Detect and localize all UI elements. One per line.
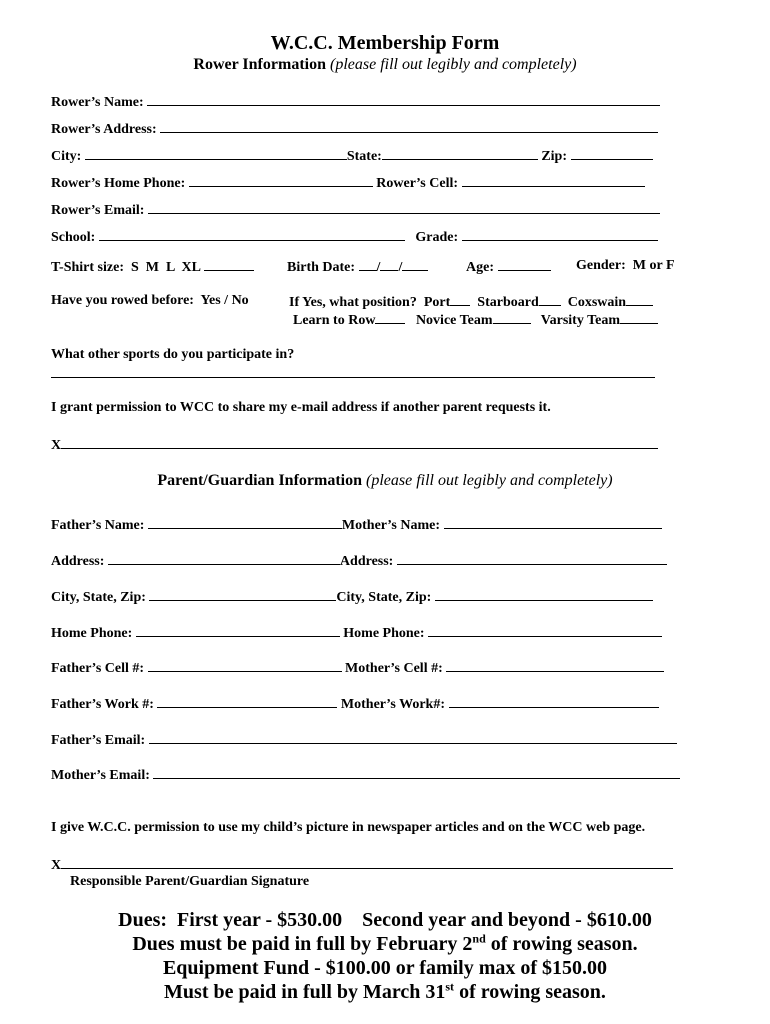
rower-name-row — [51, 93, 660, 111]
tshirt-options[interactable]: S M L XL — [130, 260, 201, 275]
tshirt-field[interactable] — [204, 258, 254, 271]
city-state-zip-row — [51, 147, 653, 165]
mothers-name-field[interactable] — [444, 516, 662, 529]
rower-cell-label: Rower’s Cell: — [376, 176, 459, 191]
equipment-deadline-text: Must be paid in full by March 31 — [164, 981, 446, 1003]
position-starboard: Starboard — [477, 295, 539, 310]
dues-line-1: Dues: First year - $530.00 Second year and beyond - $610.00 — [118, 909, 652, 931]
father-city-label: City, State, Zip: — [51, 590, 146, 605]
rower-address-label: Rower’s Address: — [51, 122, 157, 137]
rowed-before-label: Have you rowed before: — [51, 293, 194, 308]
rower-heading-text: Rower Information — [193, 56, 326, 73]
equipment-fund-line: Equipment Fund - $100.00 or family max of $150.00 — [162, 957, 608, 979]
parent-signature-row — [51, 856, 673, 874]
birth-date-row: Birth Date: / / — [287, 258, 428, 276]
fathers-email-label: Father’s Email: — [51, 733, 146, 748]
parent-heading-text: Parent/Guardian Information — [157, 472, 362, 489]
age-field[interactable] — [498, 258, 551, 271]
rowed-before-options[interactable]: Yes / No — [200, 293, 249, 308]
state-label: State: — [346, 149, 382, 164]
tshirt-label: T-Shirt size: — [51, 260, 124, 275]
zip-field[interactable] — [571, 147, 653, 160]
gender-options[interactable]: M or F — [632, 258, 675, 273]
grade-label: Grade: — [415, 230, 459, 245]
rower-heading-note: (please fill out legibly and completely) — [329, 56, 577, 73]
birth-month-field[interactable] — [359, 258, 377, 271]
mother-home-phone-field[interactable] — [428, 624, 662, 637]
picture-permission-text: I give W.C.C. permission to use my child’s picture in newspaper articles and on the WCC web page. — [51, 820, 646, 835]
birth-date-label: Birth Date: — [287, 260, 356, 275]
home-phone-field[interactable] — [189, 174, 373, 187]
father-city-field[interactable] — [149, 588, 336, 601]
parent-heading-note: (please fill out legibly and completely) — [366, 472, 613, 489]
equipment-deadline-rest: of rowing season. — [454, 981, 606, 1003]
rowed-before-row — [51, 293, 249, 309]
rower-phone-row — [51, 174, 645, 192]
varsity-team-field[interactable] — [620, 311, 658, 324]
mother-address-field[interactable] — [397, 552, 667, 565]
rower-section-heading — [0, 56, 770, 74]
mother-home-phone-label: Home Phone: — [343, 626, 425, 641]
school-field[interactable] — [99, 228, 405, 241]
rower-name-label: Rower’s Name: — [51, 95, 144, 110]
birth-day-field[interactable] — [380, 258, 398, 271]
mother-address-label: Address: — [339, 554, 394, 569]
email-permission-text: I grant permission to WCC to share my e-mail address if another parent requests it. — [51, 400, 551, 415]
parent-phone-row — [51, 624, 662, 642]
fathers-work-field[interactable] — [157, 695, 337, 708]
team-row — [293, 311, 658, 329]
gender-row — [576, 258, 675, 274]
mothers-name-label: Mother’s Name: — [341, 518, 441, 533]
learn-to-row-field[interactable] — [375, 311, 405, 324]
mothers-cell-field[interactable] — [446, 659, 664, 672]
parent-cell-row — [51, 659, 664, 677]
school-label: School: — [51, 230, 96, 245]
position-port: Port — [423, 295, 451, 310]
mothers-email-label: Mother’s Email: — [51, 768, 150, 783]
parent-section-heading — [0, 472, 770, 490]
port-field[interactable] — [450, 293, 470, 306]
father-home-phone-label: Home Phone: — [51, 626, 133, 641]
novice-team-field[interactable] — [493, 311, 531, 324]
parent-signature-caption: Responsible Parent/Guardian Signature — [70, 874, 310, 889]
school-grade-row — [51, 228, 658, 246]
birth-year-field[interactable] — [402, 258, 428, 271]
parent-city-row — [51, 588, 653, 606]
other-sports-label: What other sports do you participate in? — [51, 347, 295, 362]
mothers-cell-label: Mother’s Cell #: — [345, 661, 443, 676]
rower-address-row — [51, 120, 658, 138]
rower-email-row — [51, 201, 660, 219]
mother-city-label: City, State, Zip: — [336, 590, 432, 605]
mothers-email-row — [51, 766, 680, 784]
equipment-deadline-suffix: st — [445, 979, 455, 994]
zip-label: Zip: — [541, 149, 568, 164]
rower-email-field[interactable] — [148, 201, 660, 214]
fathers-email-row — [51, 731, 677, 749]
dues-line-2-rest: of rowing season. — [485, 933, 638, 955]
coxswain-field[interactable] — [626, 293, 653, 306]
gender-label: Gender: — [576, 258, 626, 273]
position-row — [289, 293, 653, 311]
starboard-field[interactable] — [539, 293, 561, 306]
dues-line-2-suffix: nd — [472, 931, 486, 946]
city-label: City: — [51, 149, 82, 164]
equipment-deadline-line — [0, 980, 770, 1004]
dues-line-2-text: Dues must be paid in full by February 2 — [132, 933, 473, 955]
state-field[interactable] — [382, 147, 538, 160]
rower-email-label: Rower’s Email: — [51, 203, 145, 218]
fathers-email-field[interactable] — [149, 731, 677, 744]
other-sports-row — [51, 347, 294, 363]
rower-address-field[interactable] — [160, 120, 658, 133]
fathers-name-label: Father’s Name: — [51, 518, 145, 533]
parent-names-row — [51, 516, 662, 534]
parent-work-row — [51, 695, 659, 713]
other-sports-field[interactable] — [51, 365, 655, 378]
position-coxswain: Coxswain — [567, 295, 627, 310]
fathers-name-field[interactable] — [148, 516, 342, 529]
email-signature-x: X — [51, 438, 62, 453]
email-permission-signature-field[interactable] — [61, 436, 658, 449]
form-title: W.C.C. Membership Form — [270, 32, 500, 54]
tshirt-row — [51, 258, 254, 276]
rower-cell-field[interactable] — [462, 174, 645, 187]
fathers-cell-field[interactable] — [148, 659, 342, 672]
parent-signature-field[interactable] — [61, 856, 673, 869]
home-phone-label: Rower’s Home Phone: — [51, 176, 186, 191]
city-field[interactable] — [85, 147, 347, 160]
parent-address-row — [51, 552, 667, 570]
position-label: If Yes, what position? — [289, 295, 417, 310]
age-row — [466, 258, 551, 276]
fathers-cell-label: Father’s Cell #: — [51, 661, 145, 676]
mothers-work-label: Mother’s Work#: — [340, 697, 445, 712]
mother-city-field[interactable] — [435, 588, 653, 601]
parent-signature-x: X — [51, 858, 62, 873]
rower-name-field[interactable] — [147, 93, 660, 106]
mothers-work-field[interactable] — [449, 695, 659, 708]
father-address-field[interactable] — [108, 552, 340, 565]
father-home-phone-field[interactable] — [136, 624, 340, 637]
varsity-team-label: Varsity Team — [540, 313, 621, 328]
father-address-label: Address: — [51, 554, 105, 569]
mothers-email-field[interactable] — [153, 766, 680, 779]
email-permission-signature-row — [51, 436, 658, 454]
novice-team-label: Novice Team — [415, 313, 493, 328]
age-label: Age: — [466, 260, 494, 275]
fathers-work-label: Father’s Work #: — [51, 697, 154, 712]
dues-line-2 — [0, 932, 770, 956]
grade-field[interactable] — [462, 228, 658, 241]
learn-to-row-label: Learn to Row — [293, 313, 376, 328]
other-sports-line — [51, 365, 655, 383]
